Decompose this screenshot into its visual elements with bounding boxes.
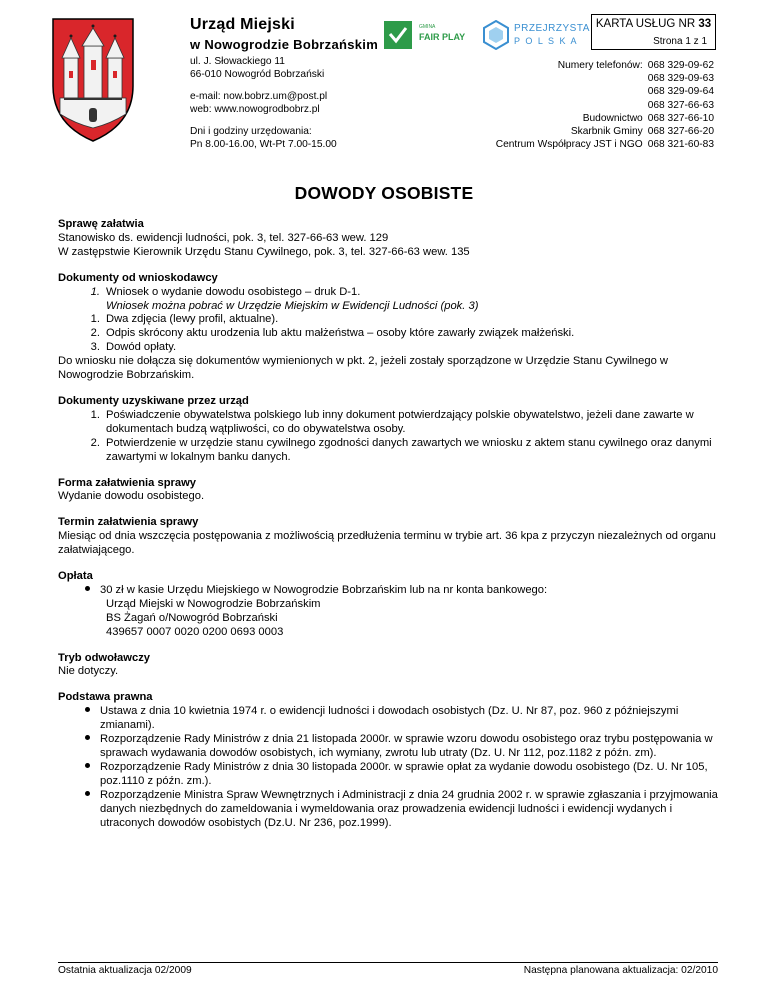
list-item [58, 584, 718, 598]
polska-text: P O L S K A [514, 36, 579, 46]
fair-play-text: FAIR PLAY [419, 32, 466, 42]
coat-of-arms-logo [50, 16, 136, 144]
check-icon [383, 20, 413, 50]
bullet-icon [58, 705, 100, 733]
phone-label: Centrum Współpracy JST i NGO [495, 139, 643, 151]
phone-number[interactable]: 068 327-66-10 [647, 112, 714, 124]
item-text: Potwierdzenie w urzędzie stanu cywilnego zgodności danych zawartych we wniosku z aktem stanu cywilnego oraz danymi zawartymi w lokalnym banku danych. [106, 436, 712, 463]
section-title: Termin załatwienia sprawy [58, 516, 199, 529]
web-line[interactable]: web: www.nowogrodbobrz.pl [190, 104, 320, 115]
section-dokumenty [58, 272, 718, 383]
page-info: Strona 1 z 1 [653, 36, 707, 47]
item-number: 2. [90, 327, 100, 340]
document-title: DOWODY OSOBISTE [294, 183, 474, 203]
bullet-icon [58, 761, 100, 789]
bank-line: BS Żagań o/Nowogród Bobrzański [106, 611, 278, 624]
email-line[interactable]: e-mail: now.bobrz.um@post.pl [190, 91, 328, 102]
section-title: Tryb odwoławczy [58, 651, 151, 664]
item-text: Ustawa z dnia 10 kwietnia 1974 r. o ewidencji ludności i dowodach osobistych (Dz. U. Nr 87, poz. 960 z późniejszymi zmianami). [100, 705, 679, 732]
phone-label [496, 99, 648, 112]
bank-line: Urząd Miejski w Nowogrodzie Bobrzańskim [106, 597, 321, 610]
note-text: Do wniosku nie dołącza się dokumentów wymienionych w pkt. 2, jeżeli zostały sporządzone w Urzędzie Stanu Cywilnego w Nowogrodzie Bobrzańskim. [58, 355, 669, 382]
list-item [58, 437, 718, 465]
phone-label: Skarbnik Gminy [570, 126, 643, 138]
item-text: Rozporządzenie Rady Ministrów z dnia 21 listopada 2000r. w sprawie wzoru dowodu osobistego oraz trybu postępowania w sprawach wydawania dowodów osobistych, ich wymiany, zwrotu lub utraty (Dz. U. Nr 112, poz.1182 z późn. zm). [100, 733, 713, 759]
address-street: ul. J. Słowackiego 11 [190, 56, 285, 67]
footer-last-update: Ostatnia aktualizacja 02/2009 [58, 965, 192, 976]
list-item [58, 286, 718, 300]
section-tryb [58, 652, 718, 680]
phone-number[interactable]: 068 327-66-63 [647, 99, 714, 111]
text-line: Miesiąc od dnia wszczęcia postępowania z możliwością przedłużenia terminu w trybie art. 36 kpa z przyczyn niezależnych od organu załatwiającego. [58, 530, 716, 557]
text-line: Nie dotyczy. [58, 665, 119, 678]
section-oplata [58, 570, 718, 640]
item-text: Poświadczenie obywatelstwa polskiego lub inny dokument potwierdzający polskie obywatelstwo, jeżeli dane zawarte w dokumentach budzą wątpliwości, co do obywatelstwa osoby. [106, 408, 694, 435]
item-text: Dowód opłaty. [106, 341, 177, 354]
phone-label [496, 85, 648, 98]
list-item [58, 705, 718, 733]
list-item [58, 733, 718, 761]
bullet-icon [58, 733, 100, 761]
item-number: 1. [90, 408, 100, 421]
przejrzysta-polska-logo [480, 20, 590, 52]
karta-title: KARTA USŁUG NR 33 [595, 18, 712, 30]
list-item [58, 341, 718, 355]
phone-number[interactable]: 068 329-09-62 [647, 60, 714, 71]
address-city: 66-010 Nowogród Bobrzański [190, 69, 325, 80]
section-podstawa [58, 691, 718, 830]
footer-divider [58, 962, 718, 963]
list-item [58, 313, 718, 327]
item-subtext: Wniosek można pobrać w Urzędzie Miejskim w Ewidencji Ludności (pok. 3) [106, 299, 479, 312]
text-line: W zastępstwie Kierownik Urzędu Stanu Cywilnego, pok. 3, tel. 327-66-63 wew. 135 [58, 245, 470, 258]
section-forma [58, 477, 718, 505]
item-text: Rozporządzenie Ministra Spraw Wewnętrznych i Administracji z dnia 24 grudnia 2002 r. w sprawie zgłaszania i przyjmowania danych niezbędnych do zameldowania i wymeldowania oraz prowadzenia ewidencji ludności i ewidencji wydanych i utraconych dowodów osobistych (Dz.U. Nr 236, poz.1999). [100, 788, 718, 829]
fair-play-logo [383, 20, 493, 52]
list-item [58, 409, 718, 437]
section-termin [58, 516, 718, 558]
hours-value: Pn 8.00-16.00, Wt-Pt 7.00-15.00 [190, 139, 337, 150]
document-body [58, 218, 718, 842]
phone-row [496, 85, 714, 98]
section-title: Sprawę załatwia [58, 218, 144, 230]
item-text: Dwa zdjęcia (lewy profil, aktualne). [106, 313, 279, 326]
section-zalatwia [58, 218, 718, 260]
phone-row [496, 125, 714, 138]
phone-row [496, 72, 714, 85]
phone-row [496, 138, 714, 151]
phone-number[interactable]: 068 327-66-20 [647, 126, 714, 138]
item-text: 30 zł w kasie Urzędu Miejskiego w Nowogrodzie Bobrzańskim lub na nr konta bankowego: [100, 583, 548, 596]
phone-label: Numery telefonów: [557, 60, 643, 71]
fair-play-small-text: GMINA [419, 24, 436, 30]
bullet-icon [58, 584, 100, 598]
section-uzyskiwane [58, 395, 718, 465]
text-line: Stanowisko ds. ewidencji ludności, pok. 3, tel. 327-66-63 wew. 129 [58, 231, 389, 244]
item-number: 1. [90, 285, 100, 298]
phone-number[interactable]: 068 321-60-83 [647, 139, 714, 151]
section-title: Opłata [58, 570, 93, 583]
karta-uslug-box [591, 14, 716, 50]
przejrzysta-text: PRZEJRZYSTA [514, 23, 590, 34]
office-city: w Nowogrodzie Bobrzańskim [190, 37, 379, 52]
list-item [58, 327, 718, 341]
section-title: Podstawa prawna [58, 691, 153, 704]
phone-row [496, 112, 714, 125]
phone-label: Budownictwo [582, 112, 643, 124]
bullet-icon [58, 789, 100, 831]
phone-row [496, 99, 714, 112]
item-number: 3. [90, 341, 100, 354]
item-text: Rozporządzenie Rady Ministrów z dnia 30 listopada 2000r. w sprawie opłat za wydanie dowodu osobistego (Dz. U. Nr 105, poz.1110 z późn. zm.). [100, 760, 708, 787]
list-item [58, 761, 718, 789]
office-name: Urząd Miejski [190, 16, 295, 33]
item-text: Wniosek o wydanie dowodu osobistego – druk D-1. [106, 285, 361, 298]
text-line: Wydanie dowodu osobistego. [58, 490, 205, 503]
footer-next-update: Następna planowana aktualizacja: 02/2010 [523, 965, 718, 976]
karta-number: 33 [698, 18, 712, 30]
phone-list [496, 59, 714, 151]
list-item [58, 789, 718, 831]
bank-account-number: 439657 0007 0020 0200 0693 0003 [106, 625, 284, 638]
hexagon-icon [482, 20, 510, 50]
phone-number[interactable]: 068 329-09-64 [647, 86, 714, 98]
section-title: Forma załatwienia sprawy [58, 476, 197, 489]
item-number: 1. [90, 313, 100, 326]
phone-row [496, 59, 714, 72]
item-text: Odpis skrócony aktu urodzenia lub aktu małżeństwa – osoby które zawarły związek małżeński. [106, 327, 575, 340]
hours-label: Dni i godziny urzędowania: [190, 126, 312, 137]
phone-label [496, 72, 648, 85]
phone-number[interactable]: 068 329-09-63 [647, 73, 714, 85]
section-title: Dokumenty od wnioskodawcy [58, 271, 218, 284]
item-number: 2. [90, 436, 100, 449]
section-title: Dokumenty uzyskiwane przez urząd [58, 394, 249, 407]
